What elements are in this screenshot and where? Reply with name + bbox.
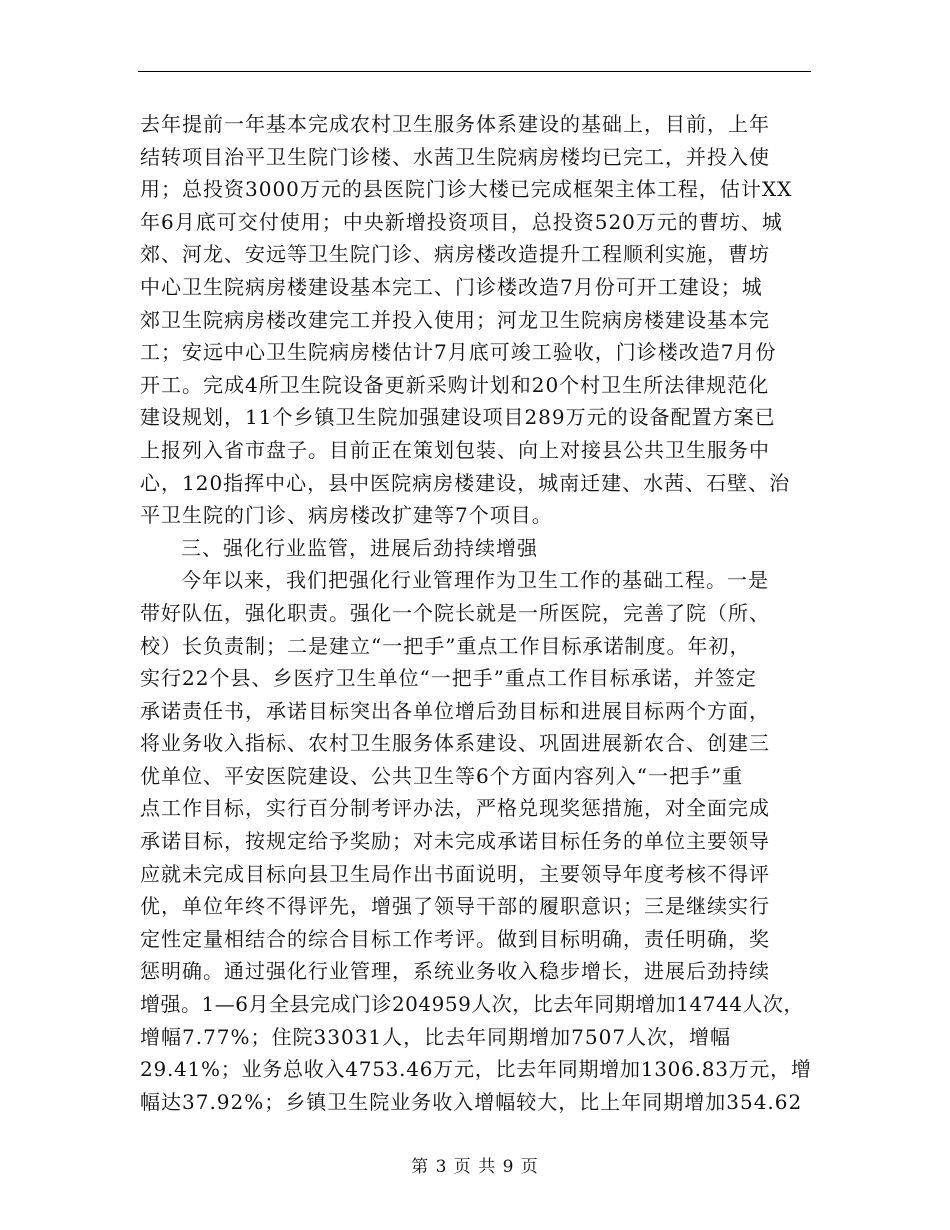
header-rule (138, 71, 811, 72)
text-line: 承诺目标，按规定给予奖励；对未完成承诺目标任务的单位主要领导 (140, 829, 770, 854)
text-line: 建设规划，11个乡镇卫生院加强建设项目289万元的设备配置方案已 (140, 405, 776, 430)
text-line: 将业务收入指标、农村卫生服务体系建设、巩固进展新农合、创建三 (140, 731, 770, 756)
text-line: 用；总投资3000万元的县医院门诊大楼已完成框架主体工程，估计XX (140, 177, 793, 202)
text-line: 应就未完成目标向县卫生局作出书面说明，主要领导年度考核不得评 (140, 861, 770, 886)
text-line: 点工作目标，实行百分制考评办法，严格兑现奖惩措施，对全面完成 (140, 796, 770, 821)
text-line: 心，120指挥中心，县中医院病房楼建设，城南迁建、水茜、石壁、治 (140, 470, 791, 495)
text-line: 工；安远中心卫生院病房楼估计7月底可竣工验收，门诊楼改造7月份 (140, 340, 777, 365)
text-line: 平卫生院的门诊、病房楼改扩建等7个项目。 (140, 503, 553, 528)
text-line: 年6月底可交付使用；中央新增投资项目，总投资520万元的曹坊、城 (140, 209, 783, 234)
text-line: 去年提前一年基本完成农村卫生服务体系建设的基础上，目前，上年 (140, 112, 770, 136)
text-line: 优，单位年终不得评先，增强了领导干部的履职意识；三是继续实行 (140, 894, 770, 919)
text-line: 优单位、平安医院建设、公共卫生等6个方面内容列入“一把手”重 (140, 763, 744, 788)
text-line: 上报列入省市盘子。目前正在策划包装、向上对接县公共卫生服务中 (140, 437, 770, 462)
body-text (140, 108, 812, 1118)
text-line: 承诺责任书，承诺目标突出各单位增后劲目标和进展目标两个方面， (140, 698, 770, 723)
text-line: 定性定量相结合的综合目标工作考评。做到目标明确，责任明确，奖 (140, 926, 770, 951)
text-line: 中心卫生院病房楼建设基本完工、门诊楼改造7月份可开工建设；城 (140, 274, 763, 299)
text-line: 惩明确。通过强化行业管理，系统业务收入稳步增长，进展后劲持续 (140, 959, 770, 984)
text-line: 校）长负责制；二是建立“一把手”重点工作目标承诺制度。年初， (140, 633, 751, 658)
text-line: 29.41%；业务总收入4753.46万元，比去年同期增加1306.83万元，增 (140, 1057, 812, 1082)
text-line: 带好队伍，强化职责。强化一个院长就是一所医院，完善了院（所、 (140, 600, 770, 625)
text-line: 幅达37.92%；乡镇卫生院业务收入增幅较大，比上年同期增加354.62 (140, 1089, 803, 1114)
page-number-footer: 第 3 页 共 9 页 (411, 1157, 539, 1177)
text-line: 今年以来，我们把强化行业管理作为卫生工作的基础工程。一是 (181, 568, 769, 593)
text-line: 实行22个县、乡医疗卫生单位“一把手”重点工作目标承诺，并签定 (140, 666, 757, 691)
text-line: 郊卫生院病房楼改建完工并投入使用；河龙卫生院病房楼建设基本完 (140, 307, 770, 332)
text-line: 开工。完成4所卫生院设备更新采购计划和20个村卫生所法律规范化 (140, 372, 770, 397)
text-line: 增幅7.77%；住院33031人，比去年同期增加7507人次，增幅 (140, 1024, 732, 1049)
text-line: 郊、河龙、安远等卫生院门诊、病房楼改造提升工程顺利实施，曹坊 (140, 242, 770, 267)
text-line: 增强。1—6月全县完成门诊204959人次，比去年同期增加14744人次， (140, 992, 804, 1017)
text-line: 结转项目治平卫生院门诊楼、水茜卫生院病房楼均已完工，并投入使 (140, 144, 770, 169)
section-heading: 三、强化行业监管，进展后劲持续增强 (181, 535, 538, 560)
